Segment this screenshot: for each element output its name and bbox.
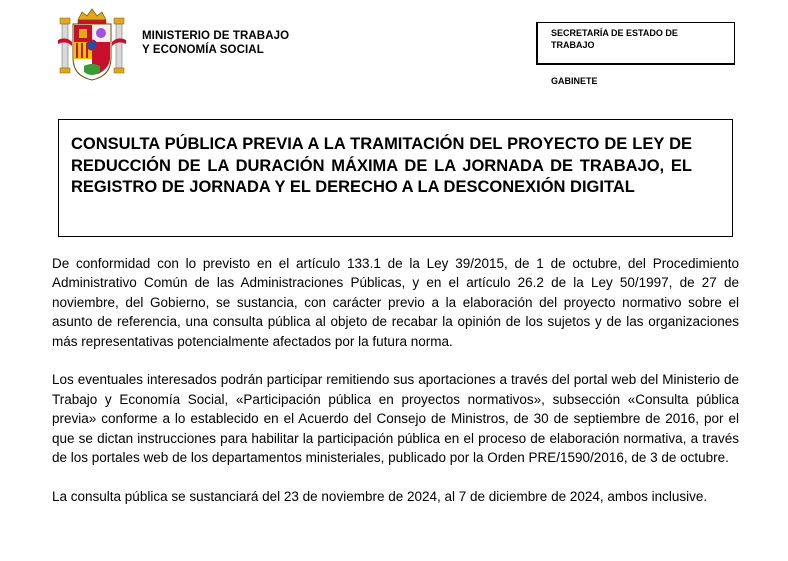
paragraph-participation: Los eventuales interesados podrán participar remitiendo sus aportaciones a través del portal web del Ministerio de Trabajo y Economía Social, «Participación pública en proyectos normativos», subsección «Consulta pública previa» conforme a lo establecido en el Acuerdo del Consejo de Ministros, de 30 de septiembre de 2016, por el que se dictan instrucciones para habilitar la participación pública en el proceso de elaboración normativa, a través de los portales web de los departamentos ministeriales, publicado por la Orden PRE/1590/2016, de 3 de octubre. [52,372,739,466]
paragraph-dates: La consulta pública se sustanciará del 23 de noviembre de 2024, al 7 de diciembre de 2024, ambos inclusive. [52,488,708,504]
coat-of-arms-icon [58,6,126,84]
ministry-name-line1: MINISTERIO DE TRABAJO [142,30,290,42]
secretariat-line2: TRABAJO [551,40,595,50]
secretariat-box [536,22,735,65]
ministry-name-line2: Y ECONOMÍA SOCIAL [142,44,264,56]
paragraph-legal-basis: De conformidad con lo previsto en el artículo 133.1 de la Ley 39/2015, de 1 de octubre, del Procedimiento Administrativo Común de las Administraciones Públicas, y en el artículo 26.2 de la Ley 50/1997, de 27 de noviembre, del Gobierno, se sustancia, con carácter previo a la elaboración del proyecto normativo sobre el asunto de referencia, una consulta pública al objeto de recabar la opinión de los sujetos y de las organizaciones más representativas potencialmente afectados por la futura norma. [52,256,739,349]
ministry-name [142,29,289,57]
cabinet-label: GABINETE [551,76,598,86]
secretariat-line1: SECRETARÍA DE ESTADO DE [551,28,678,38]
document-title: CONSULTA PÚBLICA PREVIA A LA TRAMITACIÓN DEL PROYECTO DE LEY DE REDUCCIÓN DE LA DURACIÓN MÁXIMA DE LA JORNADA DE TRABAJO, EL REGISTRO DE JORNADA Y EL DERECHO A LA DESCONEXIÓN DIGITAL [71,135,692,196]
document-body [52,254,739,526]
document-title-box [58,119,733,237]
